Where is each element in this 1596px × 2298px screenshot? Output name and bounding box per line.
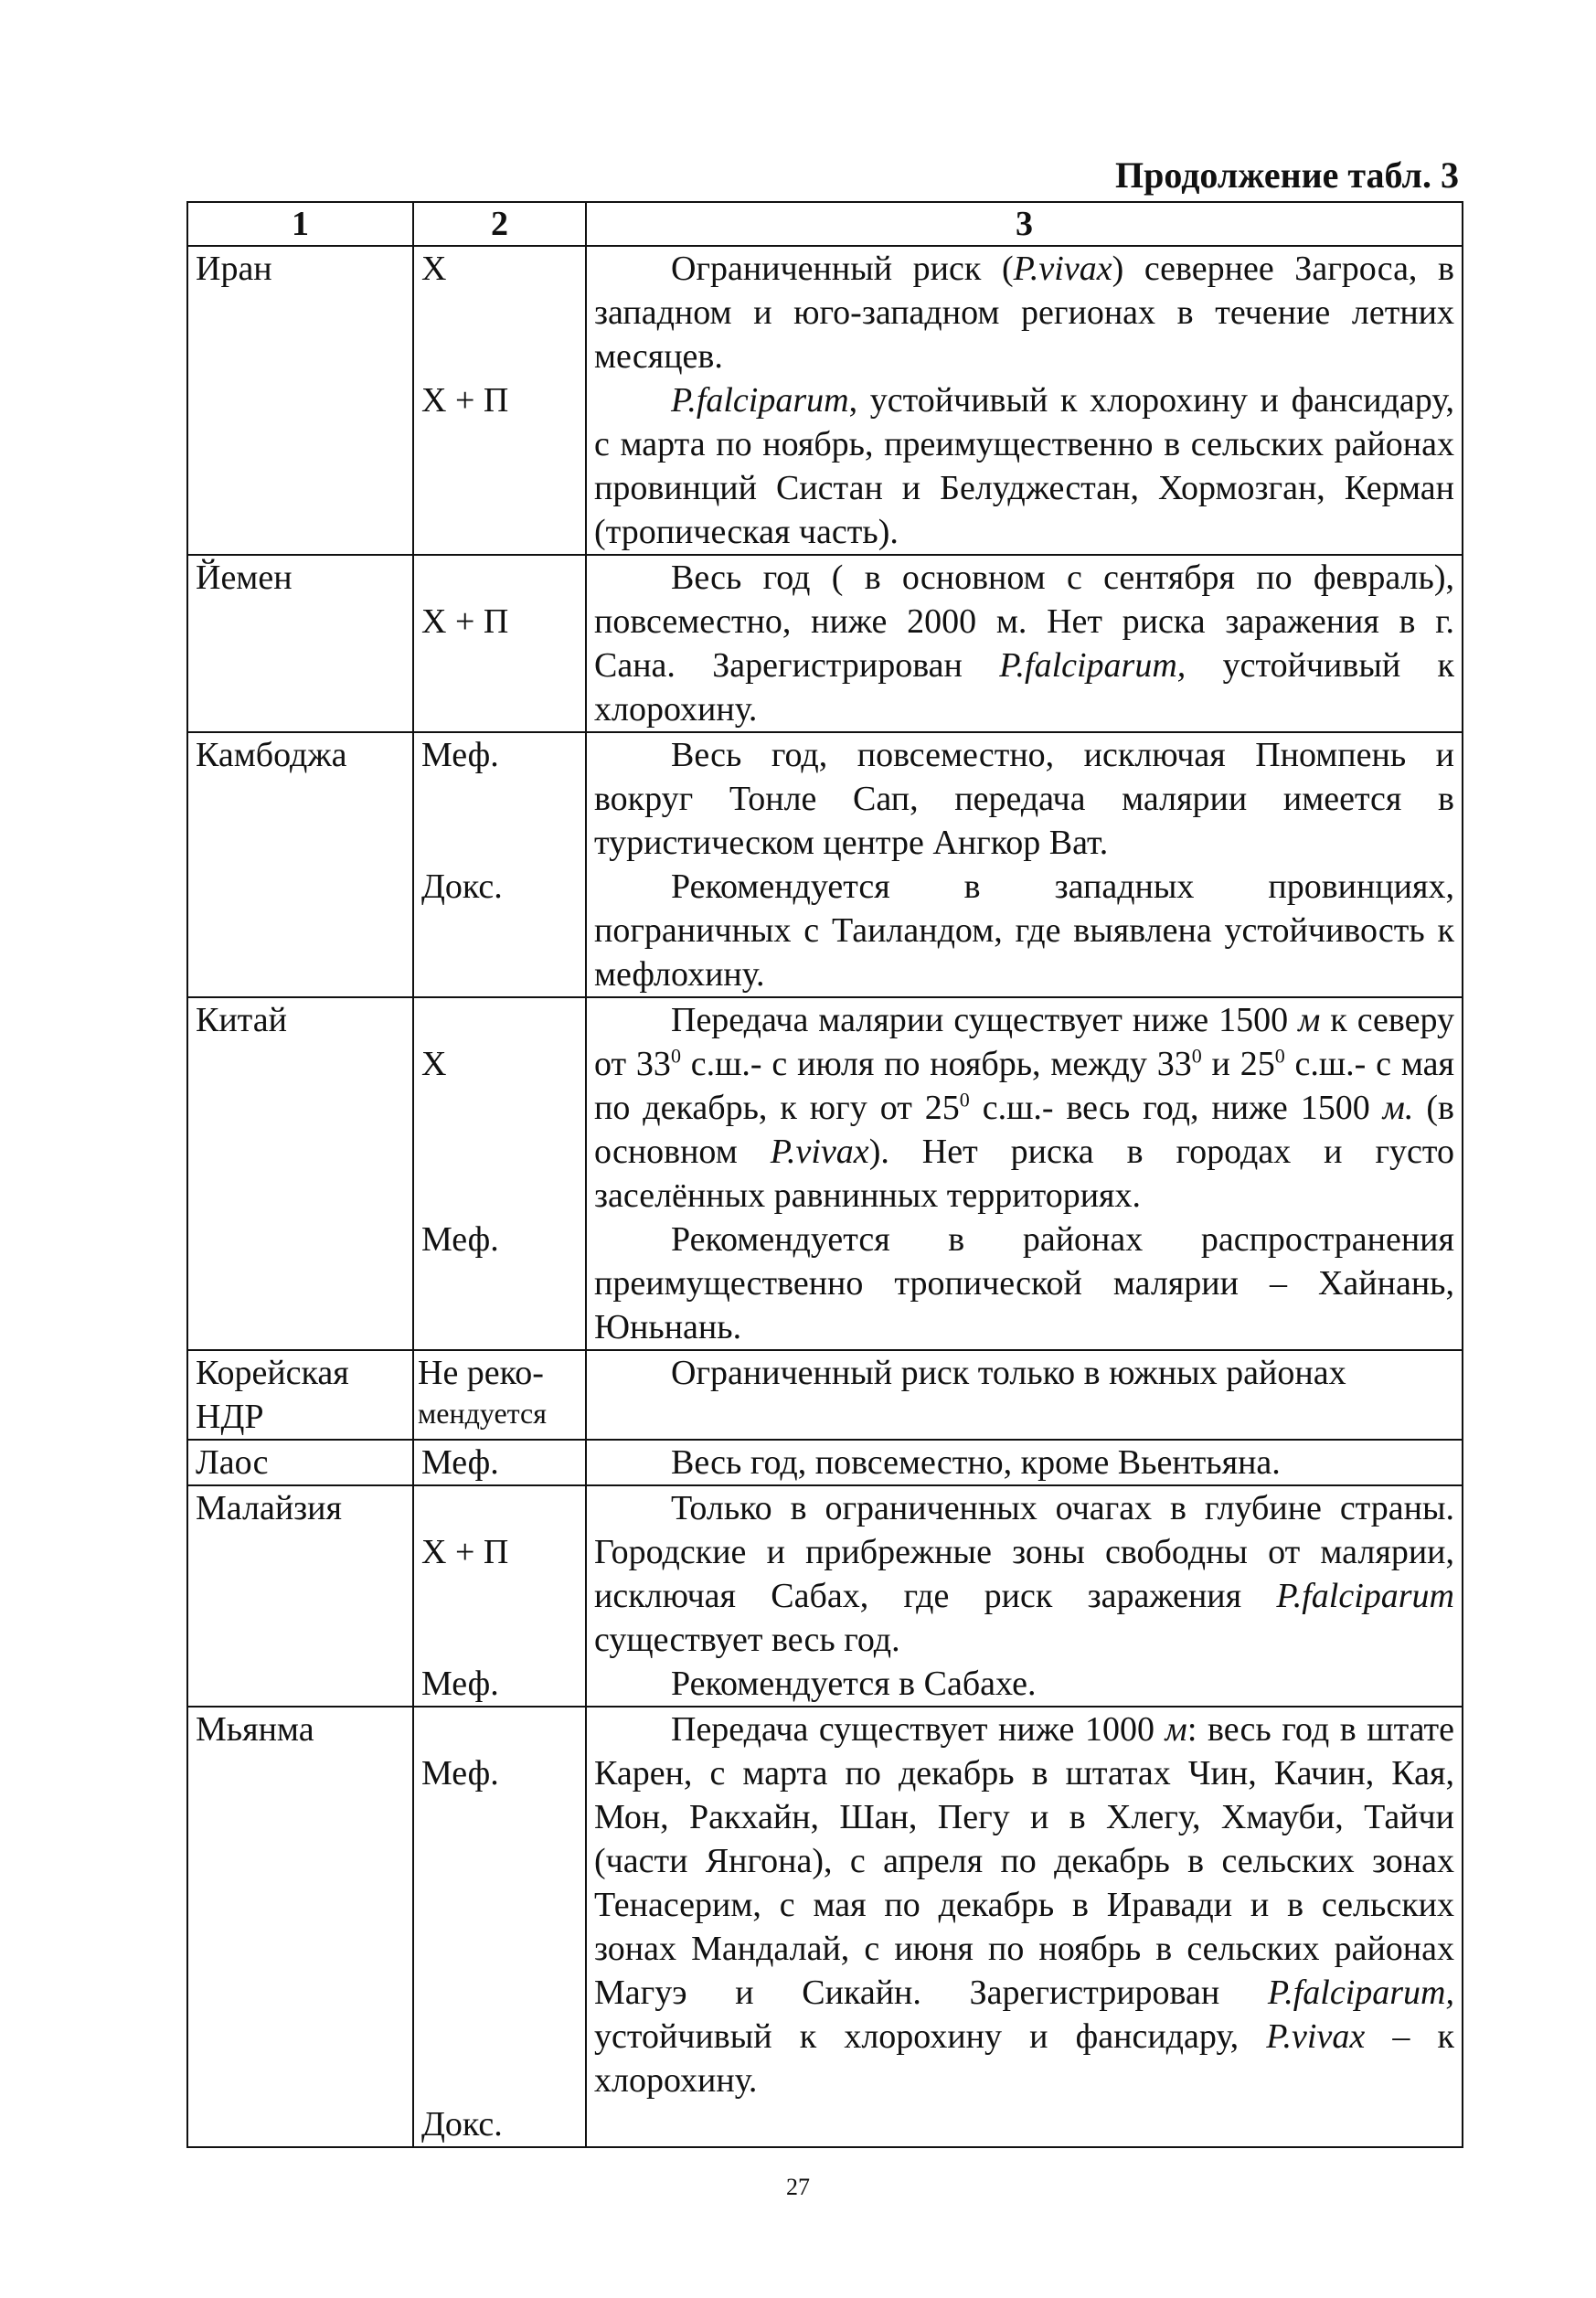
country-cell: Мьянма — [187, 1707, 413, 2147]
description-paragraph: Передача малярии существует ниже 1500 м к северу от $33^0$ с.ш.- с июля по ноябрь, между $33^0$ и $25^0$ с.ш.- с мая по декабрь, к югу от $25^0$ с.ш.- весь год, ниже 1500 м. (в основном P.vivax). Нет риска в городах и густо заселённых равнинных территориях. — [594, 1001, 1454, 1215]
description-cell — [586, 1440, 1463, 1485]
table-row-yemen — [187, 555, 1463, 732]
drug-label: Х — [421, 250, 447, 288]
country-cell: Лаос — [187, 1440, 413, 1485]
country-cell: Корейская НДР — [187, 1350, 413, 1440]
drug-label: Меф. — [421, 736, 499, 774]
drug-label: Меф. — [421, 1443, 499, 1482]
table-row-cambodia — [187, 732, 1463, 997]
column-header-1: 1 — [187, 202, 413, 246]
description-paragraph: Рекомендуется в районах распространения преимущественно тропической малярии – Хайнань, Юньнань. — [594, 1220, 1454, 1346]
description-cell — [586, 246, 1463, 555]
description-paragraph: Рекомендуется в Сабахе. — [671, 1665, 1037, 1703]
description-cell — [586, 1707, 1463, 2147]
drug-label: Меф. — [421, 1665, 499, 1703]
page-number: 27 — [786, 2174, 810, 2200]
table-row-china — [187, 997, 1463, 1350]
description-cell — [586, 555, 1463, 732]
table-row-korea — [187, 1350, 1463, 1440]
column-header-3: 3 — [586, 202, 1463, 246]
drug-cell — [413, 1350, 586, 1440]
drug-label: Меф. — [421, 1754, 499, 1793]
description-paragraph: Ограниченный риск только в южных районах — [671, 1354, 1346, 1392]
drug-label: Не реко- — [418, 1354, 544, 1392]
table-row-laos — [187, 1440, 1463, 1485]
header-row — [187, 202, 1463, 246]
drug-label: Х + П — [421, 602, 509, 641]
description-paragraph: P.falciparum, устойчивый к хлорохину и фансидару, с марта по ноябрь, преимущественно в сельских районах провинций Систан и Белуджестан, Хормозган, Керман (тропическая часть). — [594, 381, 1454, 551]
country-cell: Малайзия — [187, 1485, 413, 1707]
description-paragraph: Только в ограниченных очагах в глубине страны. Городские и прибрежные зоны свободны от малярии, исключая Сабах, где риск заражения P.falciparum существует весь год. — [594, 1489, 1454, 1659]
drug-label: Меф. — [421, 1220, 499, 1259]
drug-cell — [413, 1707, 586, 2147]
drug-label: Докс. — [421, 867, 503, 906]
drug-label: Х — [421, 1045, 447, 1083]
drug-cell — [413, 1440, 586, 1485]
description-cell — [586, 1350, 1463, 1440]
description-paragraph: Весь год, повсеместно, исключая Пномпень и вокруг Тонле Сап, передача малярии имеется в туристическом центре Ангкор Ват. — [594, 736, 1454, 862]
column-header-2: 2 — [413, 202, 586, 246]
description-paragraph: Ограниченный риск (P.vivax) севернее Загроса, в западном и юго-западном регионах в течение летних месяцев. — [594, 250, 1454, 376]
drug-cell — [413, 732, 586, 997]
description-paragraph: Рекомендуется в западных провинциях, пограничных с Таиландом, где выявлена устойчивость к мефлохину. — [594, 867, 1454, 994]
drug-label: Х + П — [421, 1533, 509, 1571]
description-paragraph: Весь год ( в основном с сентября по февраль), повсеместно, ниже 2000 м. Нет риска заражения в г. Сана. Зарегистрирован P.falciparum, устойчивый к хлорохину. — [594, 559, 1454, 729]
description-paragraph: Весь год, повсеместно, кроме Вьентьяна. — [671, 1443, 1281, 1482]
description-cell — [586, 732, 1463, 997]
description-cell — [586, 1485, 1463, 1707]
drug-cell — [413, 555, 586, 732]
table-row-iran — [187, 246, 1463, 555]
country-cell: Йемен — [187, 555, 413, 732]
drug-cell — [413, 246, 586, 555]
table-row-malaysia — [187, 1485, 1463, 1707]
drug-label: Докс. — [421, 2105, 503, 2144]
country-cell: Китай — [187, 997, 413, 1350]
drug-label: мендуется — [418, 1397, 547, 1430]
malaria-table — [186, 201, 1463, 2148]
drug-cell — [413, 997, 586, 1350]
table-row-myanmar — [187, 1707, 1463, 2147]
drug-cell — [413, 1485, 586, 1707]
table-caption: Продолжение табл. 3 — [1114, 154, 1459, 196]
description-paragraph: Передача существует ниже 1000 м: весь год в штате Карен, с марта по декабрь в штатах Чин, Качин, Кая, Мон, Ракхайн, Шан, Пегу и в Хлегу, Хмауби, Тайчи (части Янгона), с апреля по декабрь в сельских зонах Тенасерим, с мая по декабрь в Иравади и в сельских зонах Мандалай, с июня по ноябрь в сельских районах Магуэ и Сикайн. Зарегистрирован P.falciparum, устойчивый к хлорохину и фансидару, P.vivax – к хлорохину. — [594, 1710, 1454, 2100]
drug-label: Х + П — [421, 381, 509, 420]
description-cell — [586, 997, 1463, 1350]
country-cell: Иран — [187, 246, 413, 555]
country-cell: Камбоджа — [187, 732, 413, 997]
